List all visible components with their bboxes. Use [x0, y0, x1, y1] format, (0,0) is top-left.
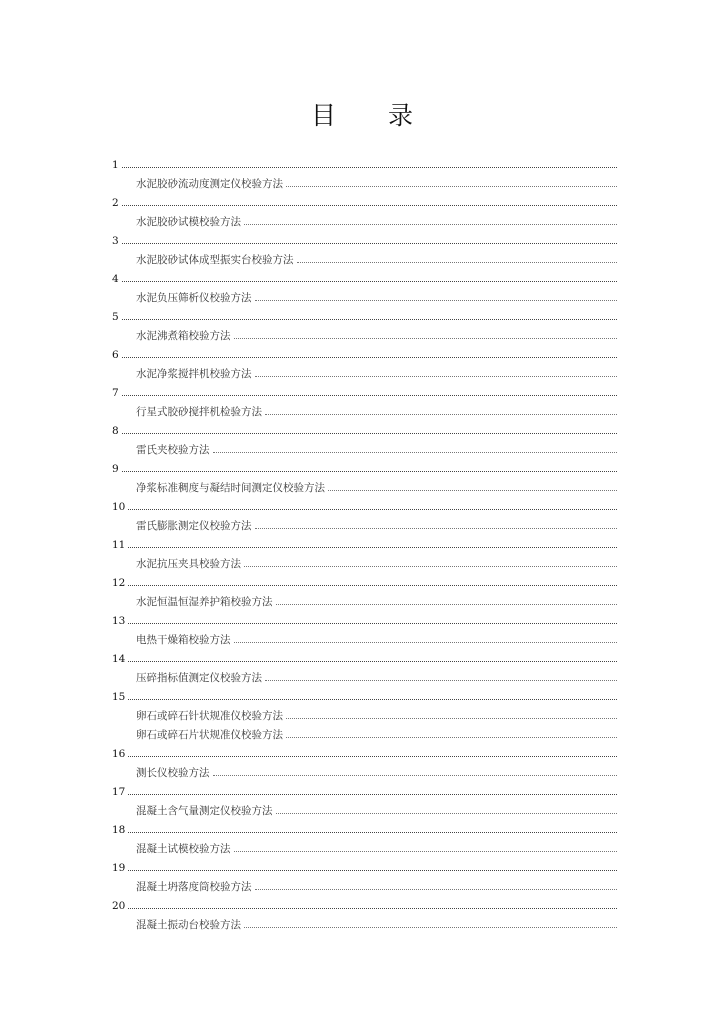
toc-section-number: 2	[112, 197, 119, 209]
toc-section-number: 12	[112, 577, 126, 589]
dot-leader	[213, 451, 618, 453]
toc-entry-title: 水泥胶砂流动度测定仪校验方法	[136, 178, 283, 190]
toc-entry[interactable]	[112, 285, 617, 304]
dot-leader	[244, 565, 617, 567]
toc-entry-title: 水泥胶砂试模校验方法	[136, 216, 241, 228]
toc-section-number: 11	[112, 539, 126, 551]
dot-leader	[128, 907, 617, 909]
page-title: 目 录	[311, 101, 435, 130]
toc-section-number-row	[112, 817, 617, 836]
toc-entry-title: 水泥净浆搅拌机校验方法	[136, 368, 252, 380]
toc-entry[interactable]	[112, 513, 617, 532]
dot-leader	[265, 413, 617, 415]
dot-leader	[244, 223, 617, 225]
toc-section-number: 7	[112, 387, 119, 399]
toc-entry-title: 水泥恒温恒湿养护箱校验方法	[136, 596, 273, 608]
dot-leader	[255, 527, 618, 529]
toc-entry[interactable]	[112, 171, 617, 190]
dot-leader	[234, 850, 618, 852]
dot-leader	[276, 812, 618, 814]
toc-entry-title: 混凝土试模校验方法	[136, 843, 231, 855]
toc-section-number-row	[112, 456, 617, 475]
toc-section-number-row	[112, 646, 617, 665]
toc-entry[interactable]	[112, 627, 617, 646]
dot-leader	[122, 318, 617, 320]
toc-section-number: 20	[112, 900, 126, 912]
toc-section-number-row	[112, 741, 617, 760]
toc-section-number: 3	[112, 235, 119, 247]
toc-entry[interactable]	[112, 323, 617, 342]
toc-entry[interactable]	[112, 437, 617, 456]
toc-entry[interactable]	[112, 475, 617, 494]
toc-entry[interactable]	[112, 912, 617, 931]
dot-leader	[255, 375, 618, 377]
toc-entry-title: 卵石或碎石片状规准仪校验方法	[136, 729, 283, 741]
toc-entry[interactable]	[112, 399, 617, 418]
toc-entry[interactable]	[112, 760, 617, 779]
toc-section-number-row	[112, 190, 617, 209]
toc-entry[interactable]	[112, 209, 617, 228]
toc-entry-title: 混凝土坍落度筒校验方法	[136, 881, 252, 893]
dot-leader	[128, 793, 617, 795]
toc-section-number: 17	[112, 786, 126, 798]
toc-entry[interactable]	[112, 589, 617, 608]
dot-leader	[328, 489, 617, 491]
toc-entry[interactable]	[112, 798, 617, 817]
dot-leader	[265, 679, 617, 681]
toc-section-number-row	[112, 266, 617, 285]
toc-section-number-row	[112, 418, 617, 437]
dot-leader	[213, 774, 618, 776]
toc-entry-title: 行星式胶砂搅拌机检验方法	[136, 406, 262, 418]
toc-section-number-row	[112, 228, 617, 247]
toc-section-number-row	[112, 608, 617, 627]
toc-entry[interactable]	[112, 665, 617, 684]
dot-leader	[128, 831, 617, 833]
toc-section-number: 16	[112, 748, 126, 760]
toc-entry-title: 雷氏膨胀测定仪校验方法	[136, 520, 252, 532]
toc-section-number-row	[112, 893, 617, 912]
toc-entry[interactable]	[112, 551, 617, 570]
toc-section-number: 14	[112, 653, 126, 665]
toc-section-number: 6	[112, 349, 119, 361]
toc-section-number-row	[112, 779, 617, 798]
toc-section-number: 9	[112, 463, 119, 475]
toc-entry-title: 电热干燥箱校验方法	[136, 634, 231, 646]
dot-leader	[128, 508, 617, 510]
toc-section-number-row	[112, 684, 617, 703]
dot-leader	[128, 698, 617, 700]
toc-entry-title: 雷氏夹校验方法	[136, 444, 210, 456]
toc-section-number: 15	[112, 691, 126, 703]
toc-section-number-row	[112, 494, 617, 513]
dot-leader	[286, 736, 617, 738]
toc-section-number-row	[112, 152, 617, 171]
dot-leader	[286, 717, 617, 719]
dot-leader	[128, 755, 617, 757]
toc-entry-title: 水泥负压筛析仪校验方法	[136, 292, 252, 304]
dot-leader	[128, 869, 617, 871]
toc-entry-title: 水泥沸煮箱校验方法	[136, 330, 231, 342]
dot-leader	[276, 603, 618, 605]
dot-leader	[122, 432, 617, 434]
toc-section-number: 10	[112, 501, 126, 513]
dot-leader	[234, 641, 618, 643]
toc-entry-title: 压碎指标值测定仪校验方法	[136, 672, 262, 684]
toc-section-number-row	[112, 570, 617, 589]
dot-leader	[122, 470, 617, 472]
toc-section-number: 18	[112, 824, 126, 836]
toc-section-number-row	[112, 380, 617, 399]
toc-section-number: 4	[112, 273, 119, 285]
toc-section-number-row	[112, 855, 617, 874]
toc-entry[interactable]	[112, 703, 617, 722]
toc-section-number: 1	[112, 159, 119, 171]
toc-entry[interactable]	[112, 361, 617, 380]
dot-leader	[122, 280, 617, 282]
dot-leader	[122, 204, 617, 206]
toc-entry[interactable]	[112, 874, 617, 893]
dot-leader	[255, 299, 618, 301]
toc-entry-title: 净浆标准稠度与凝结时间测定仪校验方法	[136, 482, 325, 494]
toc-entry-title: 卵石或碎石针状规准仪校验方法	[136, 710, 283, 722]
toc-section-number: 5	[112, 311, 119, 323]
dot-leader	[244, 926, 617, 928]
table-of-contents	[112, 152, 617, 931]
dot-leader	[286, 185, 617, 187]
toc-entry-title: 混凝土含气量测定仪校验方法	[136, 805, 273, 817]
dot-leader	[128, 584, 617, 586]
toc-section-number: 13	[112, 615, 126, 627]
toc-entry-title: 水泥抗压夹具校验方法	[136, 558, 241, 570]
toc-entry-title: 水泥胶砂试体成型振实台校验方法	[136, 254, 294, 266]
toc-section-number-row	[112, 342, 617, 361]
toc-entry[interactable]	[112, 722, 617, 741]
toc-entry-title: 混凝土振动台校验方法	[136, 919, 241, 931]
toc-section-number-row	[112, 304, 617, 323]
dot-leader	[128, 622, 617, 624]
dot-leader	[122, 394, 617, 396]
toc-section-number-row	[112, 532, 617, 551]
dot-leader	[128, 546, 617, 548]
toc-entry[interactable]	[112, 836, 617, 855]
dot-leader	[128, 660, 617, 662]
dot-leader	[122, 166, 617, 168]
toc-entry-title: 测长仪校验方法	[136, 767, 210, 779]
toc-entry[interactable]	[112, 247, 617, 266]
dot-leader	[122, 242, 617, 244]
dot-leader	[297, 261, 618, 263]
dot-leader	[122, 356, 617, 358]
toc-section-number: 8	[112, 425, 119, 437]
dot-leader	[255, 888, 618, 890]
dot-leader	[234, 337, 618, 339]
toc-section-number: 19	[112, 862, 126, 874]
